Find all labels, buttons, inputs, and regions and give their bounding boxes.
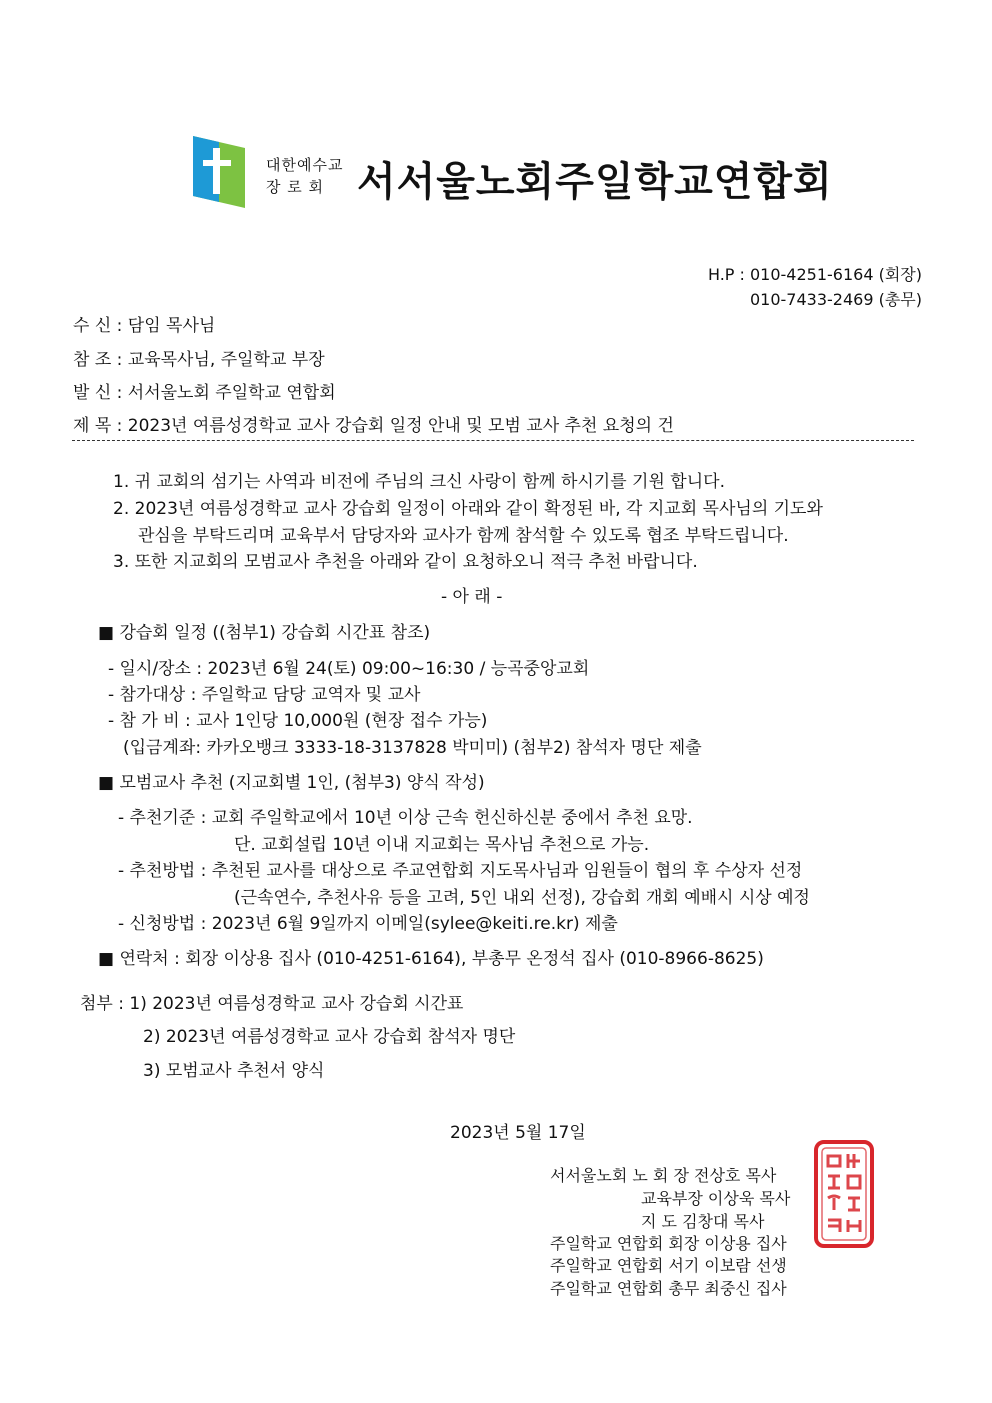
org-name: 서서울노회주일학교연합회 <box>357 159 833 205</box>
section2-application: - 신청방법 : 2023년 6월 9일까지 이메일(sylee@keiti.re.kr) 제출 <box>118 914 618 934</box>
divider <box>72 440 914 441</box>
section2-method-note: (근속연수, 추천사유 등을 고려, 5인 내외 선정), 강습회 개회 예배시 시상 예정 <box>234 888 810 908</box>
meta-to: 수 신 : 담임 목사님 <box>73 316 216 336</box>
org-denomination: 대한예수교 <box>266 156 344 174</box>
section3-contact: ■ 연락처 : 회장 이상용 집사 (010-4251-6164), 부총무 온정석 집사 (010-8966-8625) <box>98 949 764 969</box>
section-heading-below: - 아 래 - <box>441 587 503 607</box>
meta-from: 발 신 : 서서울노회 주일학교 연합회 <box>73 383 336 403</box>
contact-phone-president: H.P : 010-4251-6164 (회장) <box>707 265 922 284</box>
signature-line: 주일학교 연합회 서기 이보람 선생 <box>550 1256 787 1275</box>
document-date: 2023년 5월 17일 <box>450 1123 586 1143</box>
attachment-2: 2) 2023년 여름성경학교 교사 강습회 참석자 명단 <box>143 1027 516 1047</box>
meta-ref: 참 조 : 교육목사님, 주일학교 부장 <box>73 350 325 370</box>
section1-fee: - 참 가 비 : 교사 1인당 10,000원 (현장 접수 가능) <box>108 711 488 731</box>
section1-title: ■ 강습회 일정 ((첨부1) 강습회 시간표 참조) <box>98 623 431 643</box>
attachment-1: 첨부 : 1) 2023년 여름성경학교 교사 강습회 시간표 <box>80 994 464 1014</box>
section2-method: - 추천방법 : 추천된 교사를 대상으로 주교연합회 지도목사님과 임원들이 협의 후 수상자 선정 <box>118 861 803 881</box>
org-type: 장 로 회 <box>266 178 325 196</box>
body-paragraph-2a: 2. 2023년 여름성경학교 교사 강습회 일정이 아래와 같이 확정된 바, 각 지교회 목사님의 기도와 <box>113 499 823 519</box>
contact-phone-secretary: 010-7433-2469 (총무) <box>749 290 922 309</box>
attachment-3: 3) 모범교사 추천서 양식 <box>143 1061 325 1081</box>
section2-title: ■ 모범교사 추천 (지교회별 1인, (첨부3) 양식 작성) <box>98 773 485 793</box>
body-paragraph-2b: 관심을 부탁드리며 교육부서 담당자와 교사가 함께 참석할 수 있도록 협조 부탁드립니다. <box>138 526 789 546</box>
signature-line: 주일학교 연합회 회장 이상용 집사 <box>550 1234 787 1253</box>
section1-datetime: - 일시/장소 : 2023년 6월 24(토) 09:00~16:30 / 능곡중앙교회 <box>108 659 590 679</box>
meta-subject: 제 목 : 2023년 여름성경학교 교사 강습회 일정 안내 및 모범 교사 추천 요청의 건 <box>73 416 674 436</box>
signature-line: 서서울노회 노 회 장 전상호 목사 <box>550 1166 777 1185</box>
signature-line: 지 도 김창대 목사 <box>641 1212 765 1231</box>
body-paragraph-3: 3. 또한 지교회의 모범교사 추천을 아래와 같이 요청하오니 적극 추천 바랍니다. <box>113 552 698 572</box>
official-seal-icon <box>814 1140 874 1248</box>
signature-line: 교육부장 이상욱 목사 <box>641 1189 791 1208</box>
section1-participants: - 참가대상 : 주일학교 담당 교역자 및 교사 <box>108 685 421 705</box>
section2-criteria: - 추천기준 : 교회 주일학교에서 10년 이상 근속 헌신하신분 중에서 추천 요망. <box>118 808 693 828</box>
section2-criteria-note: 단. 교회설립 10년 이내 지교회는 목사님 추천으로 가능. <box>234 835 650 855</box>
signature-line: 주일학교 연합회 총무 최중신 집사 <box>550 1279 787 1298</box>
body-paragraph-1: 1. 귀 교회의 섬기는 사역과 비전에 주님의 크신 사랑이 함께 하시기를 기원 합니다. <box>113 472 725 492</box>
cross-logo-icon <box>193 136 245 208</box>
section1-account: (입금계좌: 카카오뱅크 3333-18-3137828 박미미) (첨부2) 참석자 명단 제출 <box>123 738 702 758</box>
